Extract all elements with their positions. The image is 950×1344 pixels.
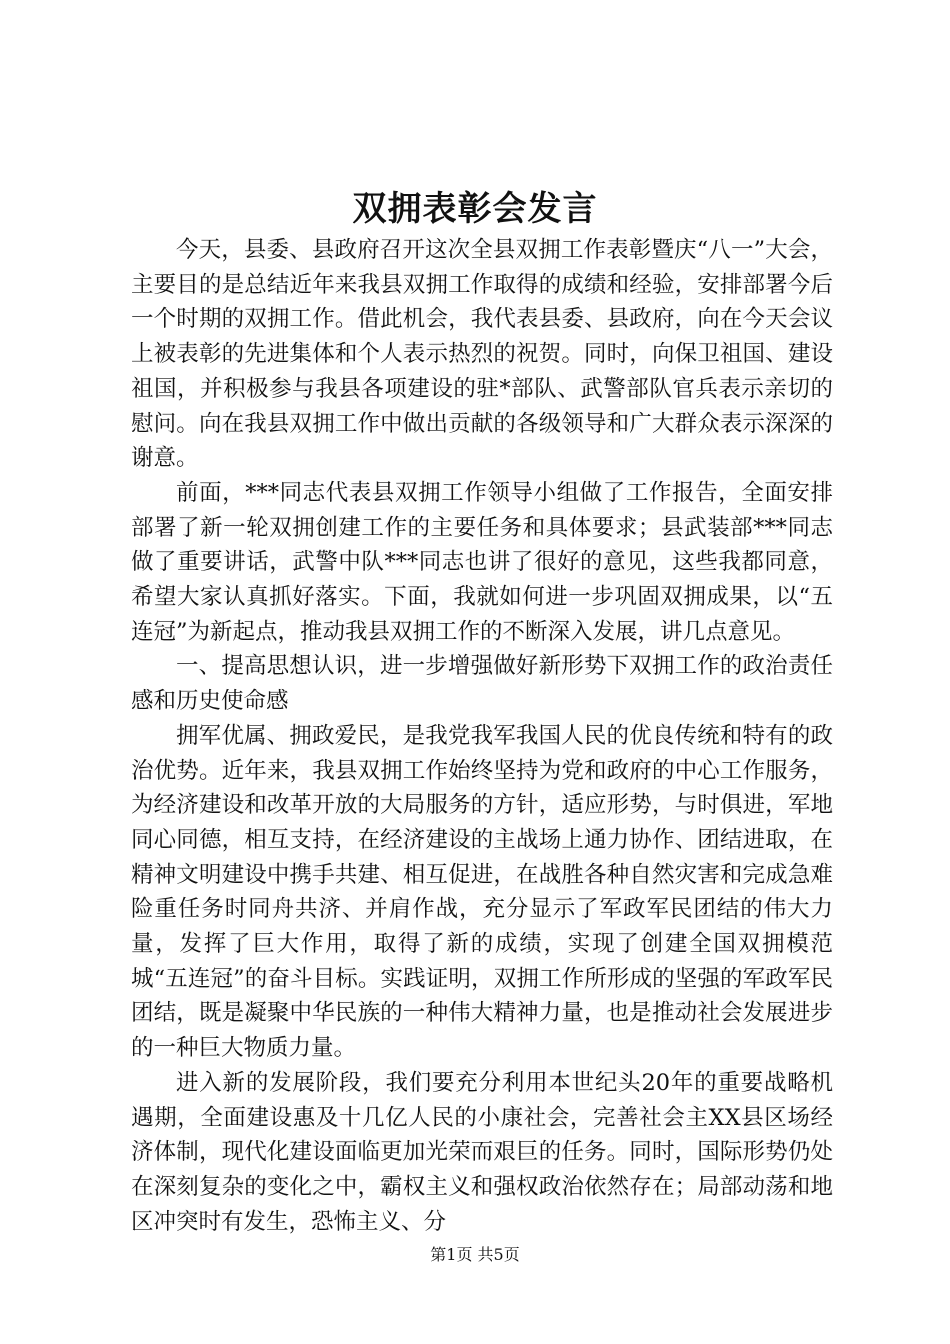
page-footer: 第1页 共5页 (430, 1245, 520, 1264)
document-body (131, 233, 833, 1239)
paragraph-intro: 前面，***同志代表县双拥工作领导小组做了工作报告，全面安排部署了新一轮双拥创建工作的主要任务和具体要求；县武装部***同志做了重要讲话，武警中队***同志也讲了很好的意见，这些我都同意，希望大家认真抓好落实。下面，我就如何进一步巩固双拥成果，以“五连冠”为新起点，推动我县双拥工作的不断深入发展，讲几点意见。 (131, 479, 833, 645)
document-title: 双拥表彰会发言 (352, 189, 598, 229)
paragraph-section-1: 拥军优属、拥政爱民，是我党我军我国人民的优良传统和特有的政治优势。近年来，我县双拥工作始终坚持为党和政府的中心工作服务，为经济建设和改革开放的大局服务的方针，适应形势，与时俱进，军地同心同德，相互支持，在经济建设的主战场上通力协作、团结进取，在精神文明建设中携手共建、相互促进，在战胜各种自然灾害和完成急难险重任务时同舟共济、并肩作战，充分显示了军政军民团结的伟大力量，发挥了巨大作用，取得了新的成绩，实现了创建全国双拥模范城“五连冠”的奋斗目标。实践证明，双拥工作所形成的坚强的军政军民团结，既是凝聚中华民族的一种伟大精神力量，也是推动社会发展进步的一种巨大物质力量。 (131, 722, 833, 1062)
section-heading-1: 一、提高思想认识，进一步增强做好新形势下双拥工作的政治责任感和历史使命感 (131, 653, 833, 715)
paragraph-opening: 今天，县委、县政府召开这次全县双拥工作表彰暨庆“八一”大会，主要目的是总结近年来我县双拥工作取得的成绩和经验，安排部署今后一个时期的双拥工作。借此机会，我代表县委、县政府，向在今天会议上被表彰的先进集体和个人表示热烈的祝贺。同时，向保卫祖国、建设祖国，并积极参与我县各项建设的驻*部队、武警部队官兵表示亲切的慰问。向在我县双拥工作中做出贡献的各级领导和广大群众表示深深的谢意。 (131, 237, 833, 472)
paragraph-new-stage: 进入新的发展阶段，我们要充分利用本世纪头20年的重要战略机遇期，全面建设惠及十几亿人民的小康社会，完善社会主XX县区场经济体制，现代化建设面临更加光荣而艰巨的任务。同时，国际形势仍处在深刻复杂的变化之中，霸权主义和强权政治依然存在；局部动荡和地区冲突时有发生，恐怖主义、分 (131, 1069, 833, 1235)
